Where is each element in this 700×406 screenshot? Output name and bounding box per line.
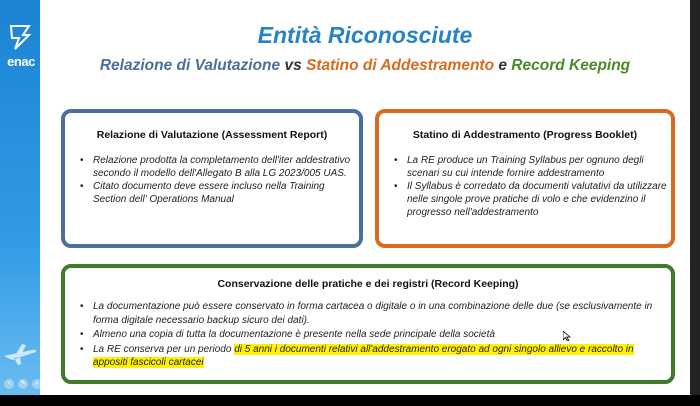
subtitle-vs: vs [284, 57, 302, 74]
enac-logo-icon [7, 22, 33, 52]
progress-booklet-box [375, 109, 675, 248]
subtitle-booklet: Statino di Addestramento [306, 57, 495, 74]
progress-booklet-title: Statino di Addestramento (Progress Booklet) [412, 129, 638, 141]
mouse-cursor-icon [563, 331, 571, 341]
enac-logo-text: enac [7, 54, 35, 69]
progress-booklet-list [407, 154, 669, 219]
list-item: • Il Syllabus è corredato da documenti valutativi da utilizzare nelle singole prove pratiche di volo e che evidenzino il progresso nell'addestramento [407, 180, 669, 219]
subtitle-assessment: Relazione di Valutazione [99, 57, 281, 74]
slide-subtitle [40, 57, 690, 75]
list-item: • Relazione prodotta la completamento dell'iter addestrativo secondo il modello dell'Allegato B alla LG 2023/005 UAS. [93, 154, 353, 180]
pen-icon[interactable]: ✎ [18, 379, 28, 389]
record-keeping-title: Conservazione delle pratiche e dei registri (Record Keeping) [217, 278, 519, 290]
list-item: • La documentazione può essere conservato in forma cartacea o digitale o in una combinazione delle due (se esclusivamente in forma digitale necessario backup sicuro dei dati). [93, 300, 663, 327]
retention-highlight: di 5 anni i documenti relativi all'addestramento erogato ad ogni singolo allievo e raccolto in appositi fascicoli cartacei [93, 343, 634, 368]
window-edge [690, 0, 700, 395]
assessment-report-box [61, 109, 363, 248]
retention-text: La RE conserva per un periodo [93, 343, 235, 355]
list-item [93, 343, 663, 370]
zoom-icon[interactable]: ⌕ [32, 379, 42, 389]
slide-title: Entità Riconosciute [257, 22, 473, 48]
bottom-bar [0, 395, 700, 406]
record-keeping-box [61, 264, 675, 384]
presentation-controls [4, 379, 56, 389]
more-icon[interactable]: ⋯ [47, 380, 55, 387]
enac-sidebar [0, 0, 55, 395]
subtitle-record-keeping: Record Keeping [511, 57, 631, 74]
assessment-report-title: Relazione di Valutazione (Assessment Report) [96, 129, 328, 141]
list-item: • La RE produce un Training Syllabus per ognuno degli scenari su cui intende fornire addestramento [407, 154, 669, 180]
assessment-report-list [93, 154, 353, 206]
list-item: • Citato documento deve essere incluso nella Training Section dell' Operations Manual [93, 180, 353, 206]
record-keeping-list [93, 300, 663, 371]
subtitle-and: e [498, 57, 507, 74]
list-item: • Almeno una copia di tutta la documentazione è presente nella sede principale della società [93, 328, 663, 342]
airplane-icon [2, 340, 38, 368]
prev-slide-icon[interactable]: ‹ [4, 379, 14, 389]
